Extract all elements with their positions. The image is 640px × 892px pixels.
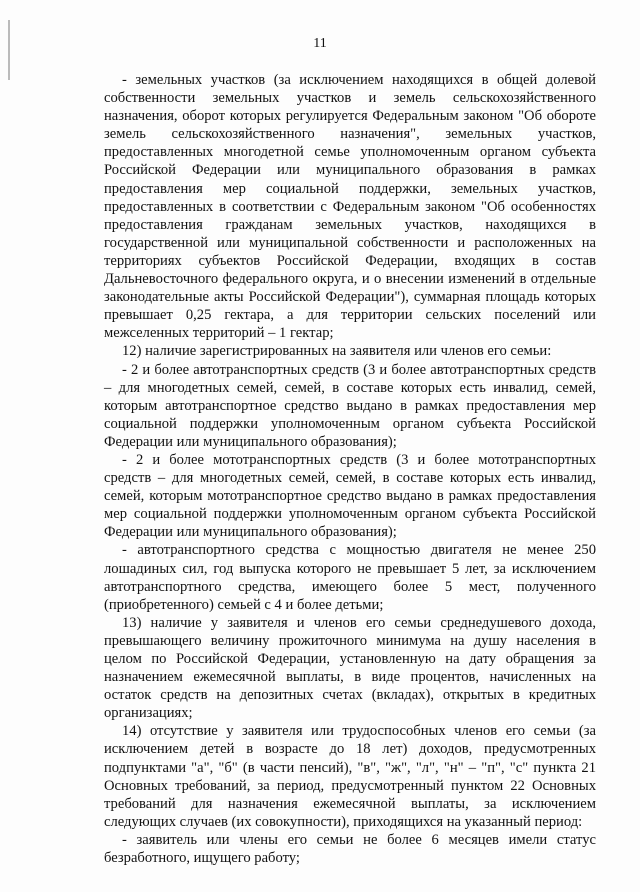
paragraph-item-14: 14) отсутствие у заявителя или трудоспособных членов его семьи (за исключением детей в возрасте до 18 лет) доходов, предусмотренных подпунктами "а", "б" (в части пенсий), "в", "ж", "л", "н" – "п", "с" пункта 21 Основных требований, за период, предусмотренный пунктом 22 Основных требований для назначения ежемесячной выплаты, за исключением следующих случаев (их совокупности), приходящихся на указанный период: xyxy=(104,723,596,830)
paragraph-powerful-vehicle: - автотранспортного средства с мощностью двигателя не менее 250 лошадиных сил, год выпуска которого не превышает 5 лет, за исключением автотранспортного средства, имеющего более 5 мест, полученного (приобретенного) семьей с 4 и более детьми; xyxy=(104,542,596,613)
paragraph-item-13: 13) наличие у заявителя и членов его семьи среднедушевого дохода, превышающего величину прожиточного минимума на душу населения в целом по Российской Федерации, установленную на дату обращения за назначением ежемесячной выплаты, в виде процентов, начисленных на остаток средств на депозитных счетах (вкладах), открытых в кредитных организациях; xyxy=(104,614,596,722)
document-body xyxy=(104,71,596,867)
paragraph-motorcycles: - 2 и более мототранспортных средств (3 и более мототранспортных средств – для многодетных семей, семей, в составе которых есть инвалид, семей, которым мототранспортное средство выдано в рамках предоставления мер социальной поддержки уполномоченным органом субъекта Российской Федерации или муниципального образования); xyxy=(104,451,596,541)
page-number: 11 xyxy=(313,36,327,51)
paragraph-item-12: 12) наличие зарегистрированных на заявителя или членов его семьи: xyxy=(122,343,552,360)
paragraph-vehicles: - 2 и более автотранспортных средств (3 и более автотранспортных средств – для многодетных семей, семей, в составе которых есть инвалид, семей, которым автотранспортное средство выдано в рамках предоставления мер социальной поддержки уполномоченным органом субъекта Российской Федерации или муниципального образования); xyxy=(104,361,596,450)
paragraph-land-plots: - земельных участков (за исключением находящихся в общей долевой собственности земельных участков и земель сельскохозяйственного назначения, оборот которых регулируется Федеральным законом "Об обороте земель сельскохозяйственного назначения", земельных участков, предоставленных многодетной семье уполномоченным органом субъекта Российской Федерации или муниципального образования в рамках предоставления мер социальной поддержки, земельных участков, предоставленных в соответствии с Федеральным законом "Об особенностях предоставления гражданам земельных участков, находящихся в государственной или муниципальной собственности и расположенных на территориях субъектов Российской Федерации, входящих в состав Дальневосточного федерального округа, и о внесении изменений в отдельные законодательные акты Российской Федерации"), суммарная площадь которых превышает 0,25 гектара, а для территории сельских поселений или межселенных территорий – 1 гектар; xyxy=(104,72,596,342)
paragraph-unemployed: - заявитель или члены его семьи не более 6 месяцев имели статус безработного, ищущего работу; xyxy=(104,831,596,867)
